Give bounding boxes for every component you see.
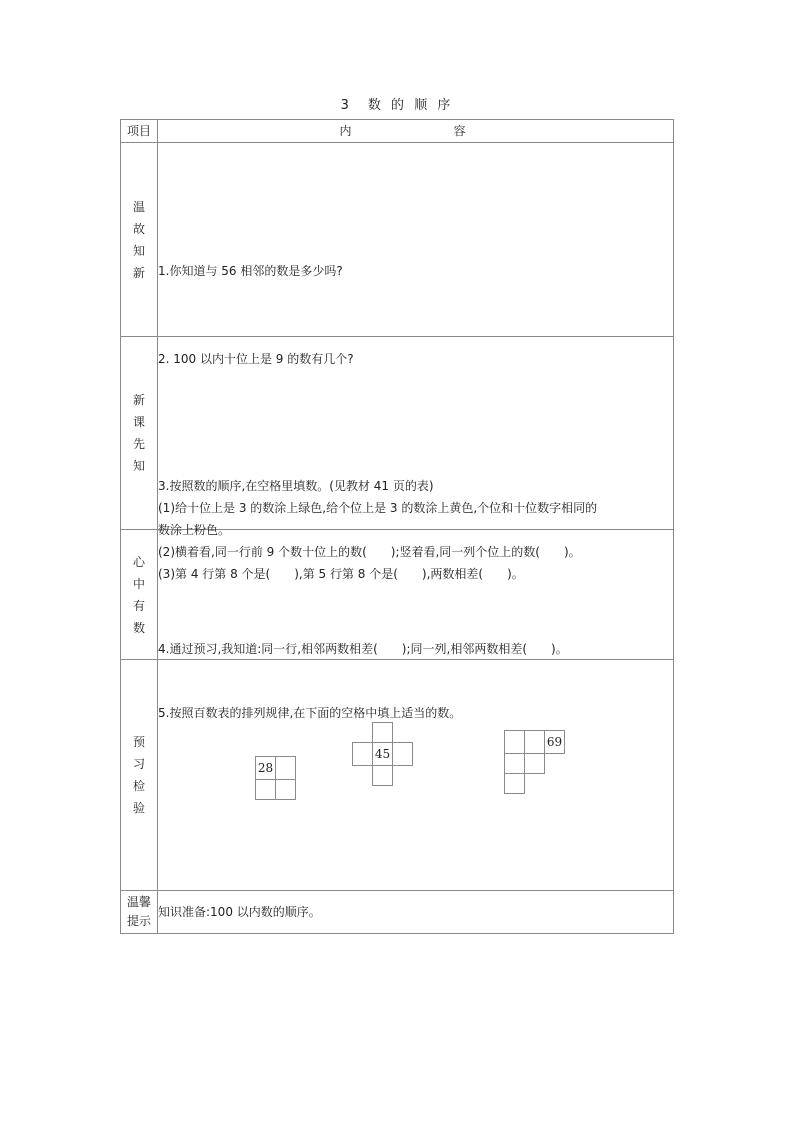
grid-c-cell-blank[interactable] <box>505 731 525 754</box>
section-label-preview: 新 课 先 知 <box>121 337 158 530</box>
section-label-summary: 心 中 有 数 <box>121 530 158 660</box>
grid-c-spacer <box>525 774 545 794</box>
page-title: 3 数 的 顺 序 <box>340 98 454 113</box>
question-3-part-2: (2)横着看,同一行前 9 个数十位上的数( );竖着看,同一列个位上的数( )。 <box>158 545 581 559</box>
grid-b-cell-given: 45 <box>373 743 393 766</box>
number-grid-b <box>352 722 413 786</box>
grid-c-cell-blank[interactable] <box>525 731 545 754</box>
section-content-check <box>158 660 674 891</box>
grid-b-spacer <box>393 766 413 786</box>
tip-content: 知识准备:100 以内数的顺序。 <box>158 891 674 934</box>
grid-b-spacer <box>353 766 373 786</box>
tip-label: 温馨 提示 <box>121 891 158 934</box>
question-2: 2. 100 以内十位上是 9 的数有几个? <box>158 351 354 366</box>
question-1: 1.你知道与 56 相邻的数是多少吗? <box>158 263 343 278</box>
grid-c-cell-given: 69 <box>545 731 565 754</box>
grid-c-spacer <box>545 754 565 774</box>
number-grid-c <box>504 730 565 794</box>
grid-c-cell-blank[interactable] <box>505 774 525 794</box>
question-3-part-1: (1)给十位上是 3 的数涂上绿色,给个位上是 3 的数涂上黄色,个位和十位数字相同的 <box>158 501 598 515</box>
section-label-check: 预 习 检 验 <box>121 660 158 891</box>
question-3: 3.按照数的顺序,在空格里填数。(见教材 41 页的表) <box>158 479 434 493</box>
grid-a-cell-blank[interactable] <box>276 780 296 800</box>
header-content: 内 容 <box>158 120 674 143</box>
worksheet-table <box>120 119 674 934</box>
grid-b-cell-blank[interactable] <box>393 743 413 766</box>
question-3-part-3: (3)第 4 行第 8 个是( ),第 5 行第 8 个是( ),两数相差( )。 <box>158 567 524 581</box>
grid-c-cell-blank[interactable] <box>505 754 525 774</box>
grid-a-cell-given: 28 <box>256 757 276 780</box>
grid-c-cell-blank[interactable] <box>525 754 545 774</box>
grid-a-cell-blank[interactable] <box>276 757 296 780</box>
grid-c-spacer <box>545 774 565 794</box>
grid-b-spacer <box>353 723 373 743</box>
section-content-review <box>158 143 674 366</box>
grid-b-cell-blank[interactable] <box>353 743 373 766</box>
section-label-review: 温 故 知 新 <box>121 143 158 337</box>
grid-a-cell-blank[interactable] <box>256 780 276 800</box>
grid-b-cell-blank[interactable] <box>373 766 393 786</box>
grid-b-cell-blank[interactable] <box>373 723 393 743</box>
question-3-part-1-cont: 数涂上粉色。 <box>158 523 231 537</box>
grid-b-spacer <box>393 723 413 743</box>
number-grid-a <box>255 756 296 800</box>
question-5: 5.按照百数表的排列规律,在下面的空格中填上适当的数。 <box>158 706 462 720</box>
question-4: 4.通过预习,我知道:同一行,相邻两数相差( );同一列,相邻两数相差( )。 <box>158 641 568 656</box>
header-label: 项目 <box>121 120 158 143</box>
